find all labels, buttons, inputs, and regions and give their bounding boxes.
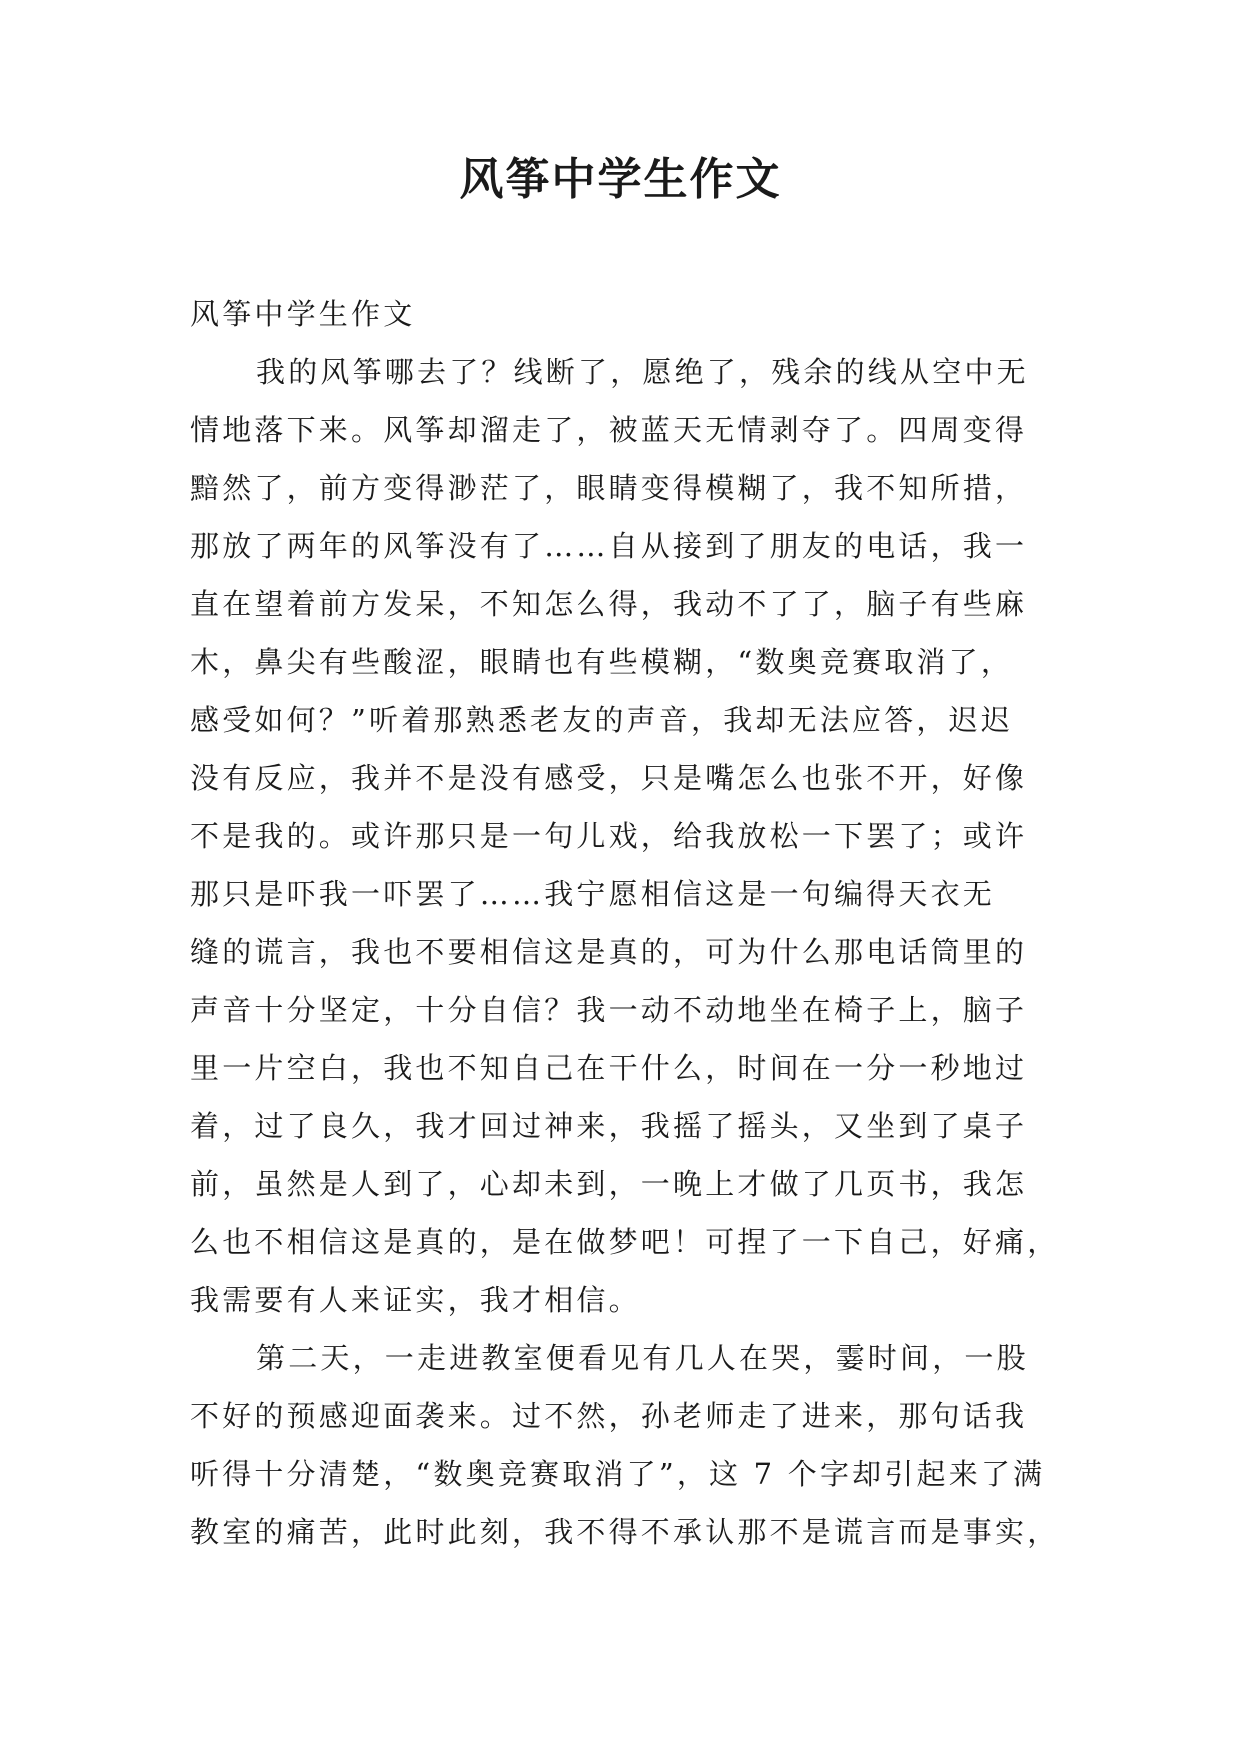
body-line: 声音十分坚定，十分自信？我一动不动地坐在椅子上，脑子 bbox=[190, 993, 1028, 1027]
body-line: 教室的痛苦，此时此刻，我不得不承认那不是谎言而是事实， bbox=[190, 1515, 1060, 1549]
body-line: 里一片空白，我也不知自己在干什么，时间在一分一秒地过 bbox=[190, 1051, 1028, 1085]
body-line: 么也不相信这是真的，是在做梦吧！可捏了一下自己，好痛， bbox=[190, 1225, 1060, 1259]
document-body bbox=[190, 285, 1060, 1561]
body-line: 情地落下来。风筝却溜走了，被蓝天无情剥夺了。四周变得 bbox=[190, 413, 1028, 447]
body-line: 黯然了，前方变得渺茫了，眼睛变得模糊了，我不知所措， bbox=[190, 471, 1028, 505]
body-line: 前，虽然是人到了，心却未到，一晚上才做了几页书，我怎 bbox=[190, 1167, 1028, 1201]
body-line: 我需要有人来证实，我才相信。 bbox=[190, 1283, 641, 1317]
body-line: 着，过了良久，我才回过神来，我摇了摇头，又坐到了桌子 bbox=[190, 1109, 1028, 1143]
body-line: 那放了两年的风筝没有了……自从接到了朋友的电话，我一 bbox=[190, 529, 1028, 563]
body-line: 直在望着前方发呆，不知怎么得，我动不了了，脑子有些麻 bbox=[190, 587, 1028, 621]
document-title: 风筝中学生作文 bbox=[459, 154, 782, 205]
body-line: 我的风筝哪去了？线断了，愿绝了，残余的线从空中无 bbox=[256, 355, 1029, 389]
body-line: 不好的预感迎面袭来。过不然，孙老师走了进来，那句话我 bbox=[190, 1399, 1028, 1433]
body-line: 感受如何？”听着那熟悉老友的声音，我却无法应答，迟迟 bbox=[190, 703, 1014, 737]
body-line: 缝的谎言，我也不要相信这是真的，可为什么那电话筒里的 bbox=[190, 935, 1028, 969]
body-line: 那只是吓我一吓罢了……我宁愿相信这是一句编得天衣无 bbox=[190, 877, 996, 911]
body-line: 不是我的。或许那只是一句儿戏，给我放松一下罢了；或许 bbox=[190, 819, 1028, 853]
body-line: 听得十分清楚，“数奥竞赛取消了”，这 7 个字却引起来了满 bbox=[190, 1457, 1046, 1491]
body-line: 木，鼻尖有些酸涩，眼睛也有些模糊，“数奥竞赛取消了， bbox=[190, 645, 1014, 679]
body-line: 风筝中学生作文 bbox=[190, 297, 416, 331]
body-line: 第二天，一走进教室便看见有几人在哭，霎时间，一股 bbox=[256, 1341, 1029, 1375]
body-line: 没有反应，我并不是没有感受，只是嘴怎么也张不开，好像 bbox=[190, 761, 1028, 795]
